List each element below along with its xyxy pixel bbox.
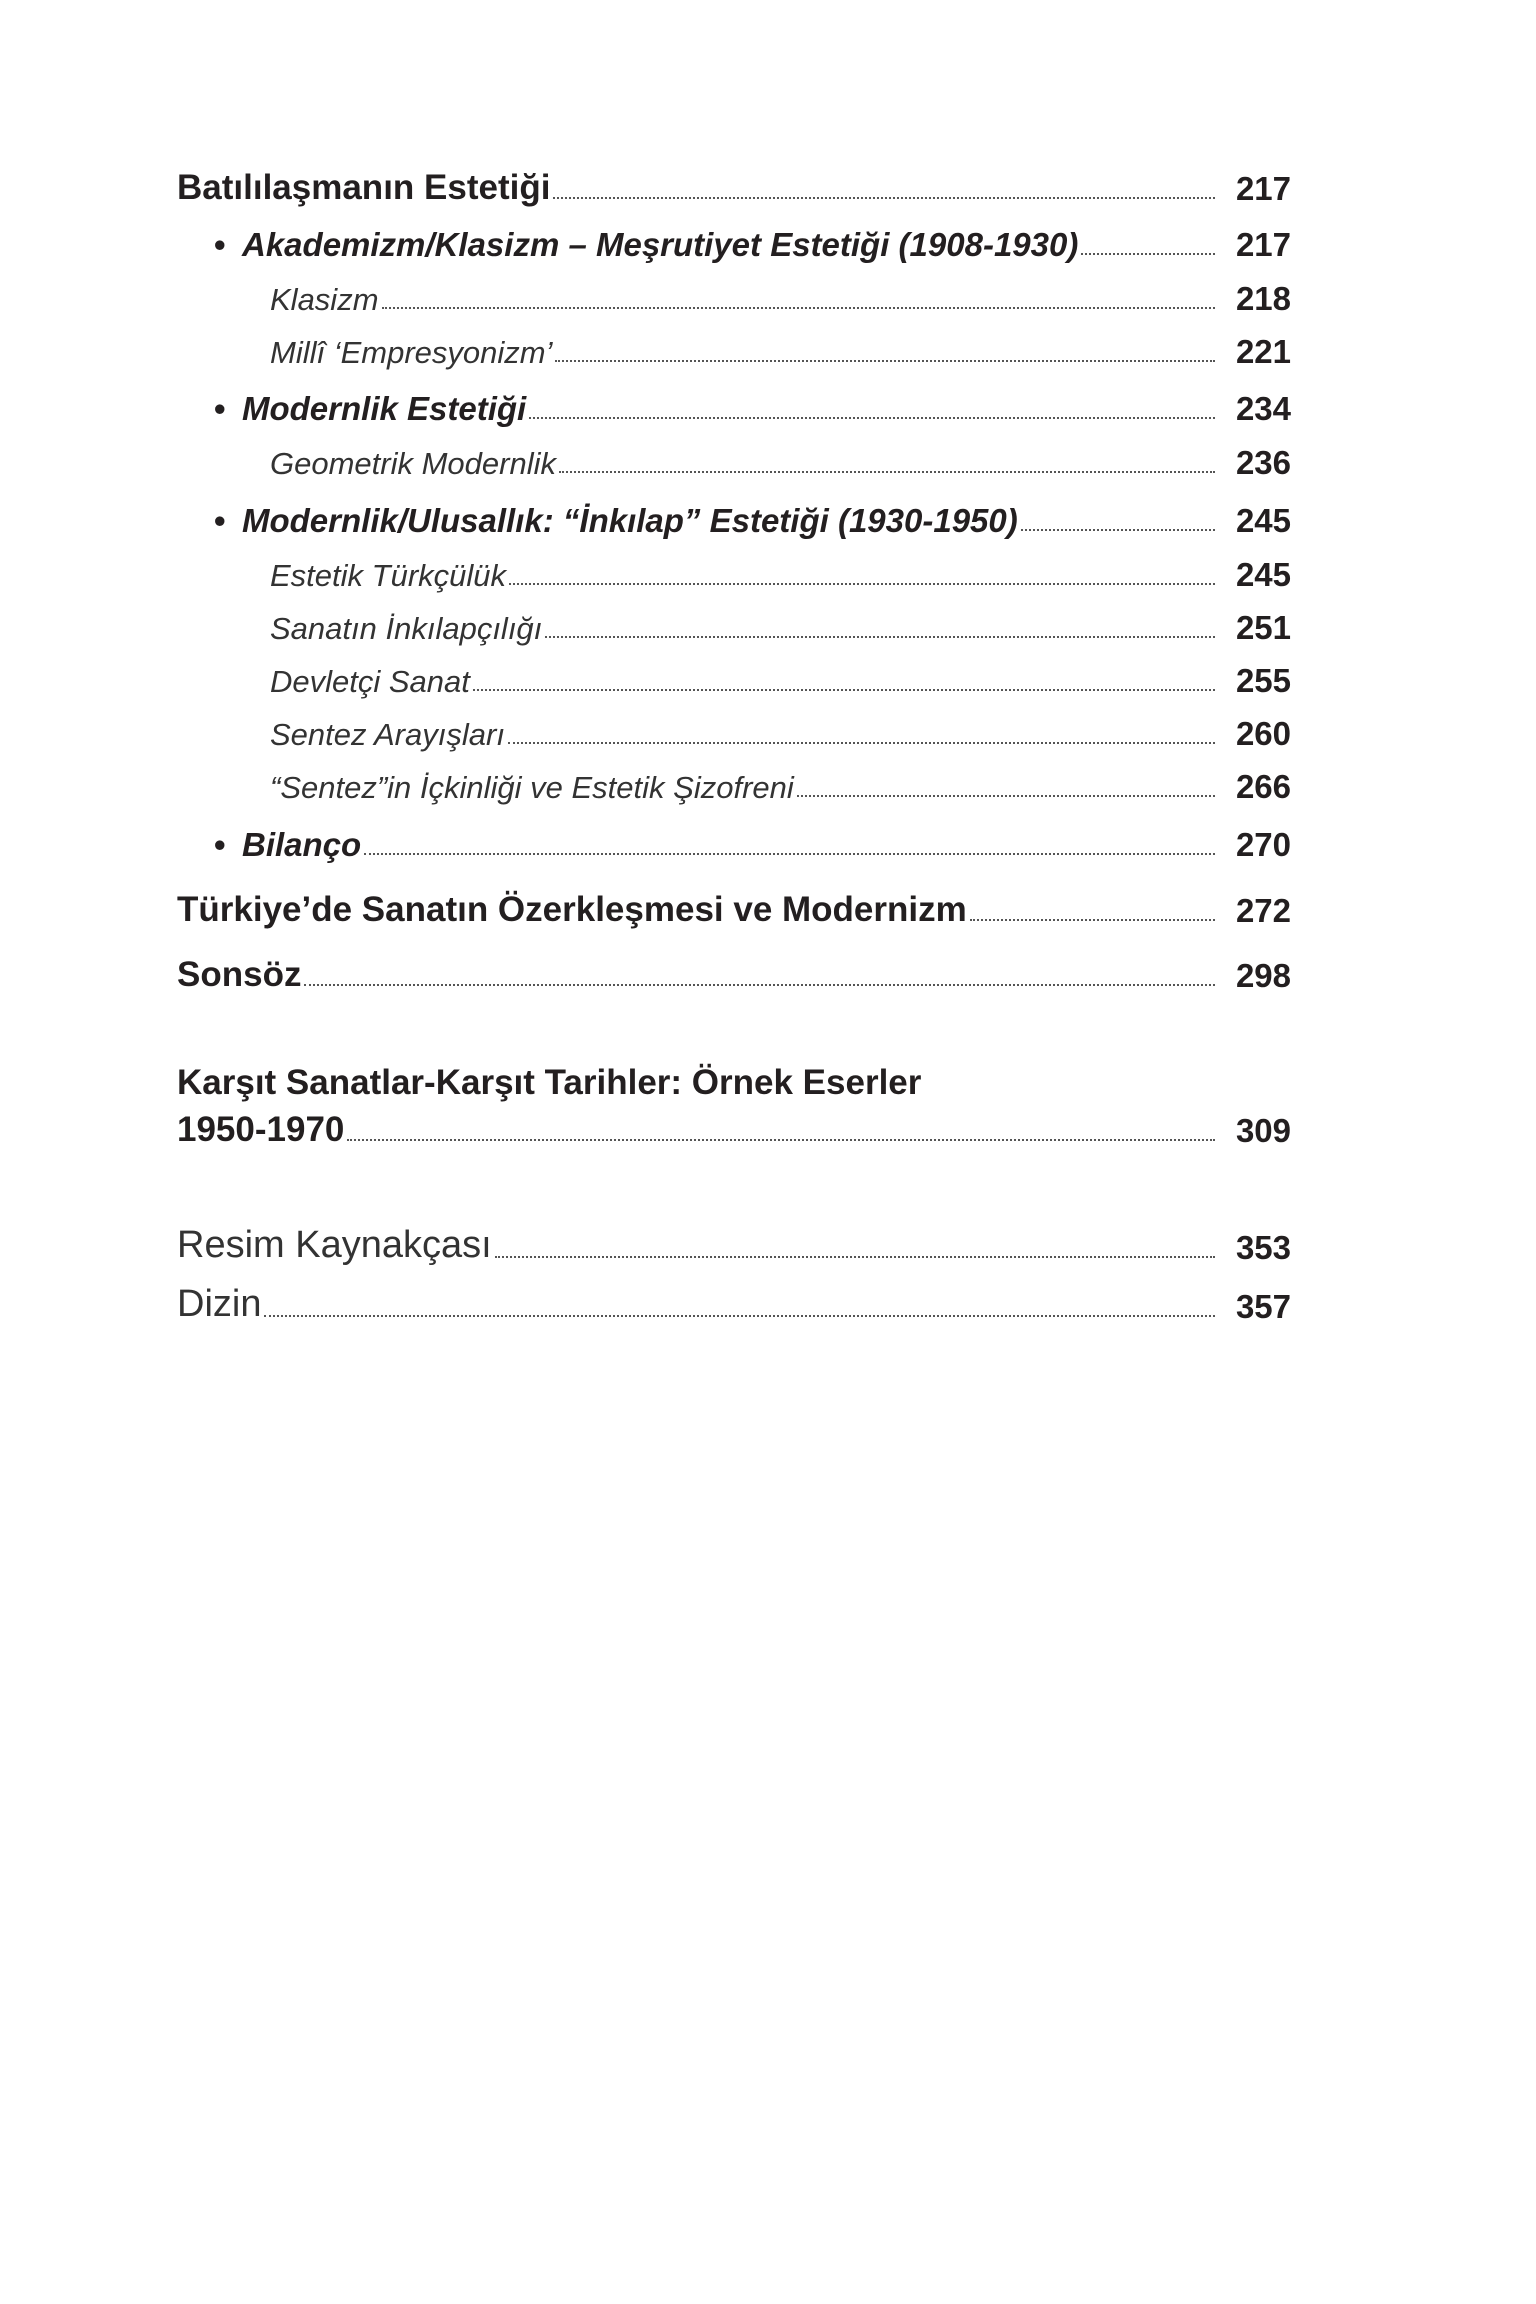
toc-entry-title: Sentez Arayışları	[270, 717, 505, 752]
toc-entry-resim-kaynakcasi[interactable]	[0, 1224, 1536, 1267]
toc-entry-title: “Sentez”in İçkinliği ve Estetik Şizofreni	[270, 770, 794, 805]
toc-page-number: 251	[1235, 609, 1291, 646]
toc-page-number: 234	[1235, 390, 1291, 427]
toc-entry-modernlik-ulusallik[interactable]	[0, 502, 1536, 540]
toc-page-number: 298	[1235, 957, 1291, 994]
dot-leader	[797, 795, 1215, 797]
toc-entry-sentez-ickinligi[interactable]	[0, 768, 1536, 806]
toc-page-number: 255	[1235, 662, 1291, 699]
toc-page-number: 266	[1235, 768, 1291, 805]
toc-entry-title: Dizin	[177, 1283, 262, 1325]
toc-entry-title: 1950-1970	[177, 1110, 345, 1149]
toc-page-number: 245	[1235, 502, 1291, 539]
dot-leader	[559, 471, 1215, 473]
toc-page-number: 260	[1235, 715, 1291, 752]
toc-entry-sanatin-ozerklesmesi[interactable]	[0, 890, 1536, 930]
toc-page-number: 218	[1235, 280, 1291, 317]
dot-leader	[1081, 253, 1215, 255]
dot-leader	[473, 689, 1215, 691]
toc-entry-title: • Modernlik/Ulusallık: “İnkılap” Estetiği (1930-1950)	[214, 502, 1018, 539]
toc-entry-title: Geometrik Modernlik	[270, 446, 556, 481]
toc-entry-title: Resim Kaynakçası	[177, 1224, 492, 1266]
toc-entry-geometrik-modernlik[interactable]	[0, 444, 1536, 482]
toc-page-number: 309	[1235, 1112, 1291, 1149]
toc-entry-bilanco[interactable]	[0, 826, 1536, 864]
toc-entry-sonsoz[interactable]	[0, 955, 1536, 995]
dot-leader	[495, 1256, 1215, 1258]
dot-leader	[1021, 529, 1215, 531]
dot-leader	[264, 1315, 1215, 1317]
toc-page-number: 217	[1235, 170, 1291, 207]
toc-entry-title: Sanatın İnkılapçılığı	[270, 611, 543, 646]
toc-entry-klasizm[interactable]	[0, 280, 1536, 318]
dot-leader	[508, 742, 1215, 744]
toc-entry-milli-empresyonizm[interactable]	[0, 333, 1536, 371]
toc-page-number: 272	[1235, 892, 1291, 929]
toc-entry-batililasmanin-estetigi[interactable]	[0, 168, 1536, 208]
dot-leader	[529, 417, 1215, 419]
toc-page-number: 245	[1235, 556, 1291, 593]
toc-entry-devletci-sanat[interactable]	[0, 662, 1536, 700]
bullet-icon: •	[214, 226, 226, 263]
toc-entry-karsit-sanatlar[interactable]	[0, 1110, 1536, 1150]
toc-entry-title: • Akademizm/Klasizm – Meşrutiyet Estetiği (1908-1930)	[214, 226, 1079, 263]
toc-page-number: 221	[1235, 333, 1291, 370]
toc-entry-title: Devletçi Sanat	[270, 664, 470, 699]
toc-entry-sentez-arayislari[interactable]	[0, 715, 1536, 753]
bullet-icon: •	[214, 826, 226, 863]
toc-page-number: 217	[1235, 226, 1291, 263]
toc-entry-title: • Bilanço	[214, 826, 362, 863]
dot-leader	[382, 307, 1215, 309]
toc-entry-title: Klasizm	[270, 282, 379, 317]
toc-page-number: 353	[1235, 1229, 1291, 1266]
dot-leader	[970, 919, 1215, 921]
dot-leader	[304, 984, 1215, 986]
dot-leader	[364, 853, 1215, 855]
bullet-icon: •	[214, 390, 226, 427]
toc-entry-sanatin-inkilapciligi[interactable]	[0, 609, 1536, 647]
toc-entry-title: • Modernlik Estetiği	[214, 390, 527, 427]
dot-leader	[545, 636, 1215, 638]
toc-entry-title: Sonsöz	[177, 955, 302, 994]
toc-entry-karsit-sanatlar-line1[interactable]: Karşıt Sanatlar-Karşıt Tarihler: Örnek Eserler	[177, 1063, 922, 1102]
dot-leader	[553, 197, 1215, 199]
toc-entry-modernlik-estetigi[interactable]	[0, 390, 1536, 428]
toc-page-number: 270	[1235, 826, 1291, 863]
bullet-icon: •	[214, 502, 226, 539]
toc-page-number: 236	[1235, 444, 1291, 481]
toc-entry-title: Batılılaşmanın Estetiği	[177, 168, 551, 207]
dot-leader	[555, 360, 1215, 362]
toc-entry-dizin[interactable]	[0, 1283, 1536, 1326]
toc-entry-title: Millî ‘Empresyonizm’	[270, 335, 553, 370]
toc-entry-akademizm-klasizm[interactable]	[0, 226, 1536, 264]
toc-entry-title: Türkiye’de Sanatın Özerkleşmesi ve Modernizm	[177, 890, 967, 929]
dot-leader	[509, 583, 1215, 585]
dot-leader	[347, 1139, 1215, 1141]
toc-entry-title: Estetik Türkçülük	[270, 558, 507, 593]
toc-page-number: 357	[1235, 1288, 1291, 1325]
toc-entry-estetik-turkculuk[interactable]	[0, 556, 1536, 594]
